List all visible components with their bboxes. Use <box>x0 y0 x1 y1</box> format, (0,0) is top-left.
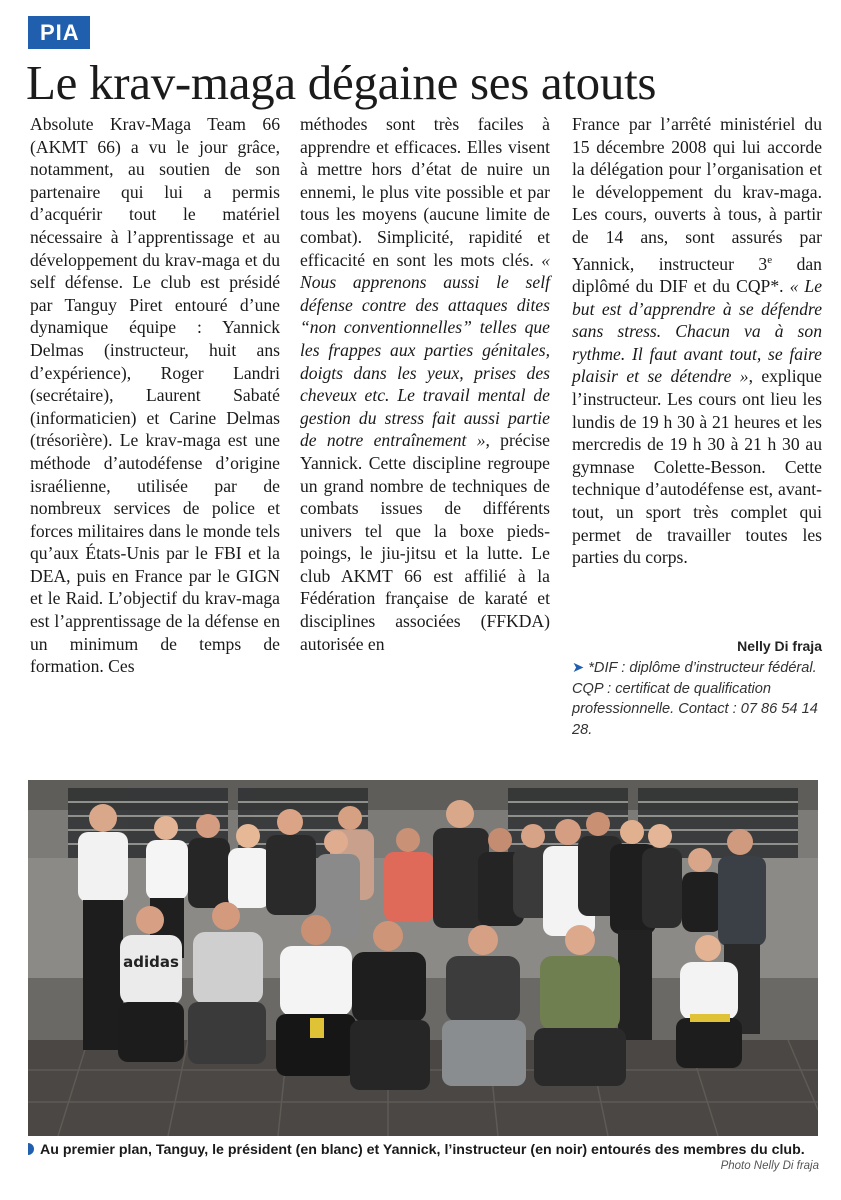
shirt-print: adidas <box>123 953 179 971</box>
column-2-quote: « Nous apprenons aussi le self défense contre des attaques dites “non conventionnelles” telles que les frappes aux parties génitales, doigts dans les yeux, prises des cheveux etc. Le travail mental de gestion du stress fait aussi partie de notre entraînement » <box>300 249 550 451</box>
group-photo-illustration <box>28 780 818 1136</box>
column-3-text-c: , explique l’instructeur. Les cours ont lieu les lundis de 19 h 30 à 21 heures et les mercredis de 19 h 30 à 21 h 30 au gymnase Colette-Besson. Cette technique d’autodéfense est, avant-tout, un sport très complet qui permet de travailler toutes les parties du corps. <box>572 366 822 568</box>
footnote-text: *DIF : diplôme d’instructeur fédéral. CQP : certificat de qualification professionnelle. Contact : 07 86 54 14 28. <box>572 660 818 738</box>
column-3-superscript: e <box>767 253 773 266</box>
column-2-text-a: méthodes sont très faciles à apprendre et efficaces. Elles visent à mettre hors d’état de nuire un ennemi, le plus vite possible et par tous les moyens (aucune limite de combat). Simplicité, rapidité et efficacité en sont les mots clés. <box>300 114 550 270</box>
column-3-quote: « Le but est d’apprendre à se défendre sans stress. Chacun va à son rythme. Il faut avant tout, se faire plaisir et se détendre » <box>572 276 823 387</box>
group-photo <box>28 780 818 1136</box>
section-tag: PIA <box>28 16 90 49</box>
caption-marker-icon <box>28 1143 34 1155</box>
photo-caption-text: Au premier plan, Tanguy, le président (en blanc) et Yannick, l’instructeur (en noir) entourés des membres du club. <box>40 1142 805 1158</box>
photo-caption <box>28 1141 818 1160</box>
column-1-text: Absolute Krav-Maga Team 66 (AKMT 66) a vu le jour grâce, notamment, au soutien de son partenaire qui lui a permis d’acquérir tout le matériel nécessaire à l’apprentissage et au développement du krav-maga et du self défense. Le club est présidé par Tanguy Piret entouré d’une dynamique équipe : Yannick Delmas (instructeur, huit ans d’expérience), Roger Landri (secrétaire), Laurent Sabaté (informaticien) et Carine Delmas (trésorière). Le krav-maga est une méthode d’autodéfense d’origine israélienne, utilisée par de nombreux services de police et forces militaires dans le monde tels qu’aux États-Unis par le FBI et la DEA, puis en France par le GIGN et le Raid. L’objectif du krav-maga est l’apprentissage de la défense en un minimum de temps de formation. Ces <box>30 114 280 677</box>
article-column-1 <box>30 113 280 678</box>
footnote <box>572 658 827 740</box>
headline: Le krav-maga dégaine ses atouts <box>26 55 657 110</box>
photo-credit: Photo Nelly Di fraja <box>720 1160 819 1172</box>
column-3-paragraph <box>572 113 822 569</box>
author-signature: Nelly Di fraja <box>737 638 822 654</box>
column-2-paragraph <box>300 113 550 655</box>
article-column-3 <box>572 113 822 569</box>
column-3-text-a: France par l’arrêté ministériel du 15 décembre 2008 qui lui accorde la délégation pour l’organisation et le développement du krav-maga. Les cours, ouverts à tous, à partir de 14 ans, sont assurés par Yannick, instructeur 3 <box>572 114 822 274</box>
column-2-text-b: , précise Yannick. Cette discipline regroupe un grand nombre de techniques de combats issues de différents univers tel que la boxe pieds-poings, le jiu-jitsu et la lutte. Le club AKMT 66 est affilié à la Fédération française de karaté et disciplines associées (FFKDA) autorisée en <box>300 430 550 654</box>
arrow-icon: ➤ <box>572 660 585 676</box>
column-3-text-b: dan diplômé du DIF et du CQP*. <box>572 253 822 297</box>
article-column-2 <box>300 113 550 655</box>
